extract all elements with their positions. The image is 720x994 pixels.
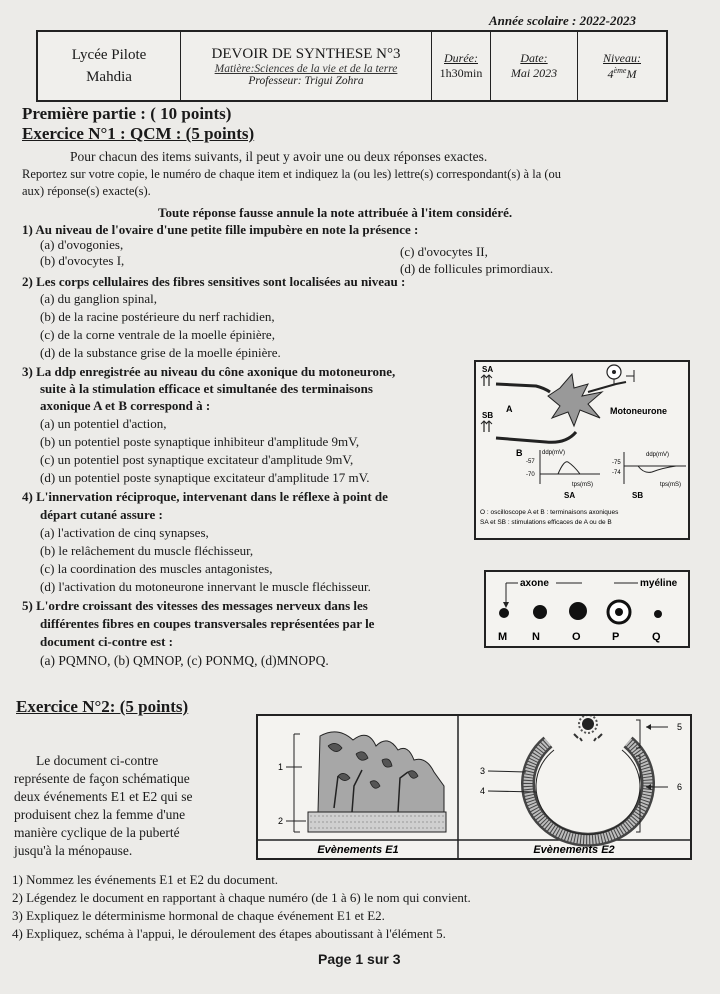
neuron-legend-2: SA et SB : stimulations efficaces de A ou de B <box>480 519 612 526</box>
ex1-warning: Toute réponse fausse annule la note attribuée à l'item considéré. <box>158 205 513 220</box>
e2-caption: Evènements E2 <box>533 844 615 856</box>
graph-sa-ylabel: ddp(mV) <box>542 450 566 456</box>
level-sup: ème <box>613 65 627 75</box>
ex1-intro1: Pour chacun des items suivants, il peut y avoir une ou deux réponses exactes. <box>70 149 488 164</box>
page-number: Page 1 sur 3 <box>318 951 401 967</box>
motoneuron-body <box>548 374 602 426</box>
e2-num-6: 6 <box>676 782 682 792</box>
fiber-label-m: M <box>498 631 508 643</box>
q2-option-b: (b) de la racine postérieure du nerf rachidien, <box>40 309 275 324</box>
ex1-intro3: aux) réponse(s) exacte(s). <box>22 184 151 198</box>
fiber-q-icon <box>654 610 662 618</box>
school-year: Année scolaire : 2022-2023 <box>489 13 636 28</box>
ex2-q1: 1) Nommez les événements E1 et E2 du document. <box>12 872 279 887</box>
q2-option-a: (a) du ganglion spinal, <box>40 291 157 306</box>
ex2-q2: 2) Légendez le document en rapportant à chaque numéro (de 1 à 6) le nom qui convient. <box>12 890 471 905</box>
q5-options: (a) PQMNO, (b) QMNOP, (c) PONMQ, (d)MNOPQ. <box>40 653 329 668</box>
ex2-para-line-5: manière cyclique de la puberté <box>14 825 180 840</box>
ex2-q3: 3) Expliquez le déterminisme hormonal de chaque événement E1 et E2. <box>12 908 385 923</box>
events-diagram <box>258 716 690 858</box>
e1-num-2: 2 <box>278 816 284 826</box>
q3-stem-l1: 3) La ddp enregistrée au niveau du cône axonique du motoneurone, <box>22 364 396 379</box>
neuron-figure <box>474 360 690 540</box>
graph-sb-title: SB <box>632 491 644 500</box>
q3-stem-l2: suite à la stimulation efficace et simultanée des terminaisons <box>40 381 373 396</box>
q4-option-d: (d) l'activation du motoneurone innervant le muscle fléchisseur. <box>40 579 371 594</box>
fiber-m-icon <box>499 608 509 618</box>
e2-num-5: 5 <box>676 722 682 732</box>
q4-stem-l2: départ cutané assure : <box>40 507 163 522</box>
ovocyte-icon <box>582 718 594 730</box>
stimulator-sa-icon <box>481 375 492 386</box>
stimulator-sb-icon <box>481 421 492 432</box>
ex2-para-line-6: jusqu'à la ménopause. <box>14 843 133 858</box>
level-cell <box>578 32 666 100</box>
ex2-paragraph <box>14 752 192 860</box>
label-sa: SA <box>482 365 494 374</box>
part1-title: Première partie : ( 10 points) <box>22 104 232 123</box>
graph-sb-v74: -74 <box>612 470 621 476</box>
neuron-legend-1: O : oscilloscope A et B : terminaisons axoniques <box>480 509 619 516</box>
duration-cell <box>432 32 491 100</box>
ex2-para-line-4: produisent chez la femme d'une <box>14 807 186 822</box>
q3-option-d: (d) un potentiel poste synaptique excitateur d'amplitude 17 mV. <box>40 470 370 485</box>
q3-option-b: (b) un potentiel poste synaptique inhibiteur d'amplitude 9mV, <box>40 434 360 449</box>
level-letter: M <box>626 66 637 81</box>
fiber-label-q: Q <box>652 631 661 643</box>
school-city: Mahdia <box>86 69 132 85</box>
e1-caption: Evènements E1 <box>317 844 399 856</box>
label-axone: axone <box>520 578 549 589</box>
graph-sb <box>612 452 686 500</box>
q2-option-c: (c) de la corne ventrale de la moelle épinière, <box>40 327 275 342</box>
graph-sa-title: SA <box>564 491 576 500</box>
ex2-para-line-3: deux événements E1 et E2 qui se <box>14 789 193 804</box>
graph-sa-v70: -70 <box>526 472 535 478</box>
label-motoneurone: Motoneurone <box>610 406 667 416</box>
ex2-q4: 4) Expliquez, schéma à l'appui, le déroulement des étapes aboutissant à l'élément 5. <box>12 926 446 941</box>
q3-stem-l3: axonique A et B correspond à : <box>40 398 211 413</box>
ex1-intro2: Reportez sur votre copie, le numéro de chaque item et indiquez la (ou les) lettre(s) correspondant(s) à la (ou <box>22 167 562 181</box>
title-cell <box>181 32 432 100</box>
ex2-para-line-1: Le document ci-contre <box>36 753 159 768</box>
neuron-diagram <box>476 362 688 538</box>
q2-stem: 2) Les corps cellulaires des fibres sensitives sont localisées au niveau : <box>22 274 406 289</box>
graph-sa-xlabel: tps(mS) <box>572 482 593 488</box>
fiber-label-o: O <box>572 631 581 643</box>
label-a: A <box>506 404 513 414</box>
ex2-para-line-2: représente de façon schématique <box>14 771 190 786</box>
teacher: Professeur: Trigui Zohra <box>248 74 364 87</box>
label-b: B <box>516 448 523 458</box>
ex1-title: Exercice N°1 : QCM : (5 points) <box>22 124 255 143</box>
q3-option-a: (a) un potentiel d'action, <box>40 416 167 431</box>
q4-stem-l1: 4) L'innervation réciproque, intervenant dans le réflexe à point de <box>22 489 388 504</box>
duration-value: 1h30min <box>439 66 483 80</box>
label-myeline: myéline <box>640 578 678 589</box>
fibers-figure <box>484 570 690 648</box>
event-e1-illustration <box>294 732 446 832</box>
fiber-label-p: P <box>612 631 620 643</box>
motoneuron-axon <box>588 382 626 392</box>
axon-a <box>496 384 550 392</box>
q5-stem-l1: 5) L'ordre croissant des vitesses des messages nerveux dans les <box>22 598 368 613</box>
duration-label: Durée: <box>444 51 478 65</box>
q4-option-b: (b) le relâchement du muscle fléchisseur, <box>40 543 254 558</box>
graph-sb-xlabel: tps(mS) <box>660 482 681 488</box>
header-table <box>36 30 668 102</box>
level-label: Niveau: <box>603 50 641 65</box>
q1-option-a: (a) d'ovogonies, <box>40 237 124 252</box>
fiber-o-icon <box>569 602 587 620</box>
event-e2-illustration <box>528 716 648 840</box>
ex2-title: Exercice N°2: (5 points) <box>16 697 189 716</box>
fibers-diagram <box>486 572 688 646</box>
e2-num-4: 4 <box>480 786 486 796</box>
graph-sb-ylabel: ddp(mV) <box>646 452 670 458</box>
e1-num-1: 1 <box>278 762 284 772</box>
q4-option-a: (a) l'activation de cinq synapses, <box>40 525 209 540</box>
e2-num-3: 3 <box>480 766 486 776</box>
q3-option-c: (c) un potentiel post synaptique excitateur d'amplitude 9mV, <box>40 452 354 467</box>
school-name: Lycée Pilote <box>71 47 147 63</box>
graph-sb-v75: -75 <box>612 460 621 466</box>
level-num: 4 <box>607 66 614 81</box>
q5-stem-l3: document ci-contre est : <box>40 634 173 649</box>
school-cell <box>38 32 181 100</box>
graph-sa <box>526 450 600 500</box>
q1-option-c: (c) d'ovocytes II, <box>400 244 488 259</box>
axon-b <box>496 432 576 442</box>
q2-option-d: (d) de la substance grise de la moelle épinière. <box>40 345 281 360</box>
exam-title: DEVOIR DE SYNTHESE N°3 <box>211 45 401 62</box>
level-value <box>608 66 637 82</box>
q5-stem-l2: différentes fibres en coupes transversales représentées par le <box>40 616 375 631</box>
date-label: Date: <box>520 51 548 65</box>
label-sb: SB <box>482 411 494 420</box>
q1-option-d: (d) de follicules primordiaux. <box>400 261 554 276</box>
fiber-n-icon <box>533 605 547 619</box>
subject: Matière:Sciences de la vie et de la terre <box>214 62 398 75</box>
q4-option-c: (c) la coordination des muscles antagonistes, <box>40 561 273 576</box>
q1-option-b: (b) d'ovocytes I, <box>40 253 125 268</box>
q1-stem: 1) Au niveau de l'ovaire d'une petite fille impubère en note la présence : <box>22 222 419 237</box>
date-cell <box>491 32 578 100</box>
graph-sa-v57: -57 <box>526 459 535 465</box>
fiber-label-n: N <box>532 631 540 643</box>
date-value: Mai 2023 <box>510 66 558 80</box>
events-figure <box>256 714 692 860</box>
